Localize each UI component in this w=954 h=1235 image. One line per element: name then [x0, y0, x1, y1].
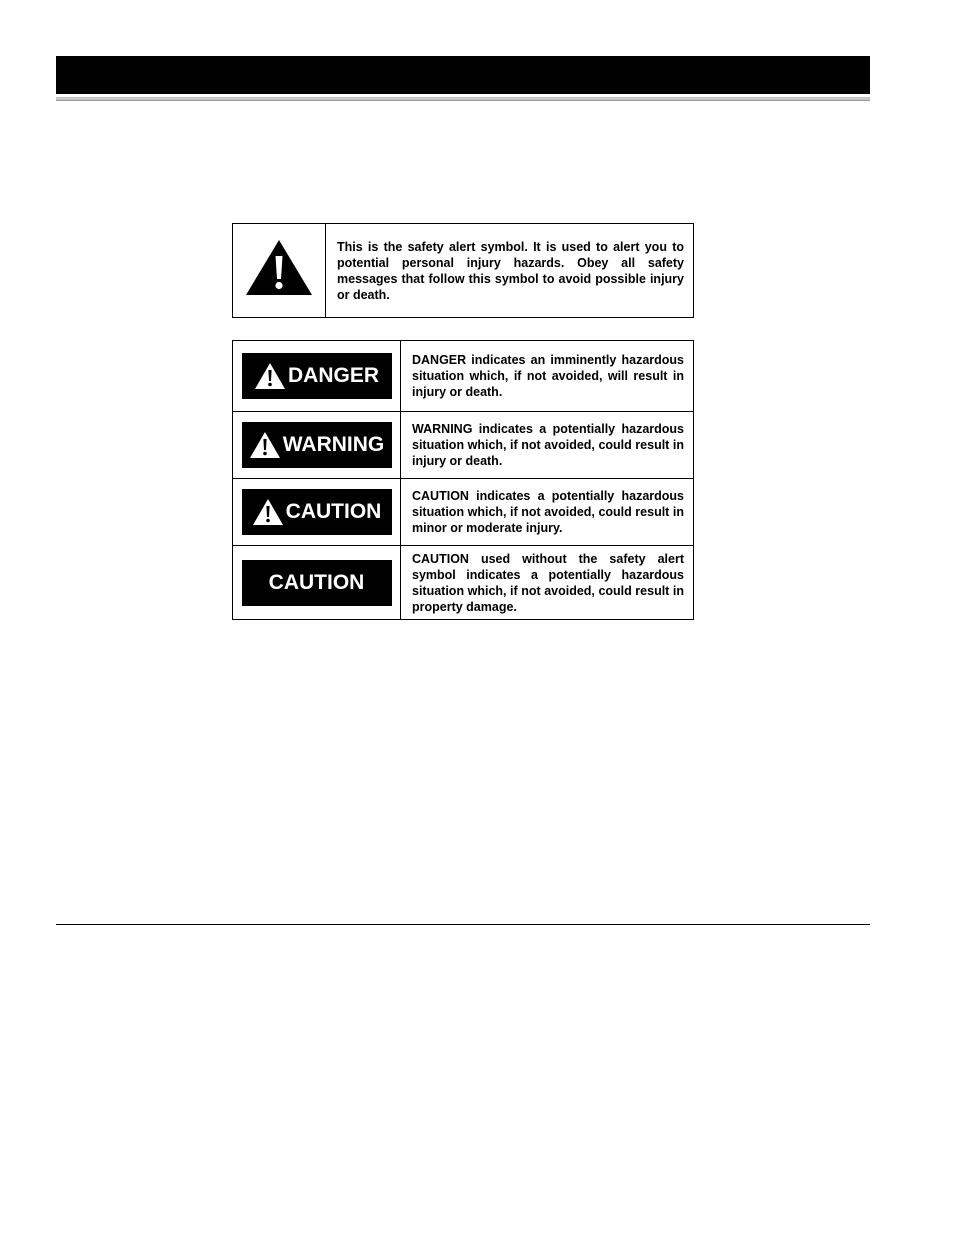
signal-label-cell: [233, 341, 401, 411]
danger-description: [401, 341, 693, 411]
signal-label-cell: [233, 479, 401, 545]
warning-triangle-icon: [249, 431, 281, 459]
signal-row-danger: [233, 341, 693, 412]
danger-description-text: DANGER indicates an imminently hazardous situation which, if not avoided, will result in injury or death.: [412, 353, 684, 399]
warning-description-text: WARNING indicates a potentially hazardous situation which, if not avoided, could result in injury or death.: [412, 422, 684, 468]
caution-plain-label: CAUTION: [268, 570, 365, 594]
safety-alert-box: [232, 223, 694, 318]
footer-divider: [56, 924, 870, 925]
caution-plain-badge: [242, 560, 392, 606]
warning-triangle-icon: [244, 238, 314, 303]
safety-alert-symbol-cell: [233, 224, 326, 317]
caution-label: CAUTION: [285, 500, 382, 523]
header-divider: [56, 97, 870, 101]
caution-description-text: CAUTION indicates a potentially hazardous situation which, if not avoided, could result in minor or moderate injury.: [412, 489, 684, 535]
danger-label: DANGER: [287, 364, 379, 387]
signal-row-warning: [233, 412, 693, 479]
warning-label: WARNING: [282, 433, 385, 456]
caution-plain-description-text: CAUTION used without the safety alert symbol indicates a potentially hazardous situation which, if not avoided, could result in property damage.: [412, 551, 684, 614]
danger-badge: [242, 353, 392, 399]
header-bar: [56, 56, 870, 94]
safety-alert-text: This is the safety alert symbol. It is used to alert you to potential personal injury hazards. Obey all safety messages that follow this symbol to avoid possible injury or death.: [337, 240, 684, 302]
warning-description: [401, 412, 693, 478]
caution-badge: [242, 489, 392, 535]
signal-word-table: [232, 340, 694, 620]
signal-row-caution-plain: [233, 546, 693, 619]
signal-label-cell: [233, 412, 401, 478]
warning-triangle-icon: [254, 362, 286, 390]
warning-triangle-icon: [252, 498, 284, 526]
caution-description: [401, 479, 693, 545]
warning-badge: [242, 422, 392, 468]
signal-label-cell: [233, 546, 401, 619]
caution-plain-description: [401, 546, 693, 619]
signal-row-caution: [233, 479, 693, 546]
